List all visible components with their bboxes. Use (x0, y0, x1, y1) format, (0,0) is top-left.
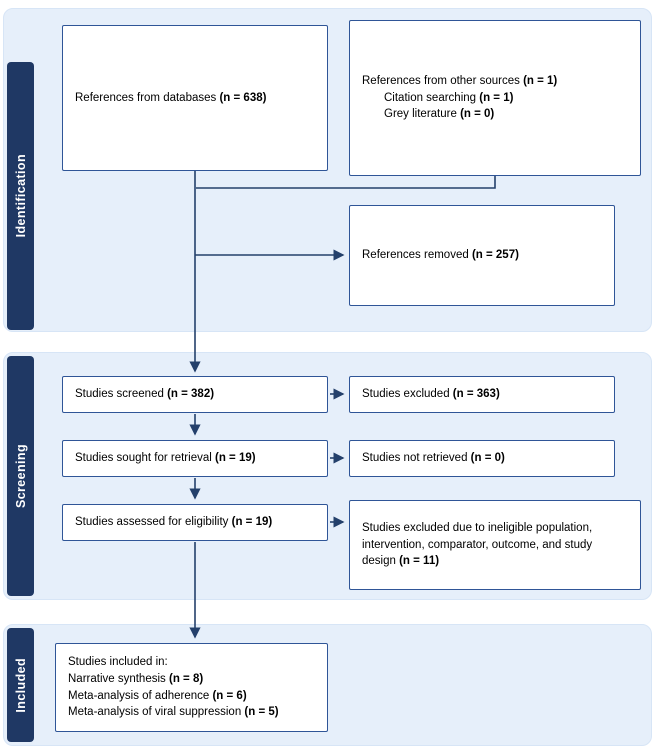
box-text (362, 520, 628, 570)
box-text-part: Studies sought for retrieval (75, 452, 215, 465)
box-text (75, 450, 315, 467)
box-n-part: (n = 1) (523, 74, 558, 87)
box-studies-not-retrieved (349, 440, 615, 477)
box-references-other-sources (349, 20, 641, 176)
box-text (68, 704, 315, 721)
box-text (75, 90, 315, 107)
box-n-part: (n = 638) (219, 91, 267, 104)
box-references-removed (349, 205, 615, 306)
box-studies-included (55, 643, 328, 732)
box-n-part: (n = 19) (231, 516, 273, 529)
box-text-part: Studies screened (75, 388, 168, 401)
box-text-part: Meta-analysis of viral suppression (68, 706, 245, 719)
box-n-part: (n = 382) (167, 388, 215, 401)
box-studies-sought (62, 440, 328, 477)
box-text-part: Studies assessed for eligibility (75, 516, 232, 529)
box-n-part: (n = 8) (168, 672, 204, 685)
box-n-part: (n = 19) (215, 452, 256, 465)
box-studies-excluded (349, 376, 615, 413)
box-text-part: Grey literature (384, 108, 461, 121)
box-text-part: Studies excluded (362, 388, 453, 401)
screening-label: Screening (13, 443, 28, 509)
box-text-part: Studies included in: (68, 656, 168, 669)
box-studies-excluded-reasons (349, 500, 641, 590)
box-text (362, 450, 602, 467)
box-text (68, 671, 315, 688)
box-text-part: References from other sources (362, 74, 524, 87)
box-studies-screened (62, 376, 328, 413)
identification-label-bar (7, 62, 34, 330)
box-text (362, 106, 628, 123)
box-n-part: (n = 6) (212, 689, 247, 702)
box-text (362, 90, 628, 107)
box-n-part: (n = 11) (399, 555, 440, 568)
box-n-part: (n = 257) (471, 249, 519, 262)
box-text (75, 386, 315, 403)
box-n-part: (n = 363) (452, 388, 500, 401)
box-n-part: (n = 5) (244, 706, 279, 719)
box-text-part: Narrative synthesis (68, 672, 169, 685)
box-text-part: Citation searching (384, 91, 480, 104)
box-n-part: (n = 0) (460, 108, 495, 121)
box-text (68, 688, 315, 705)
box-n-part: (n = 0) (470, 452, 505, 465)
identification-label: Identification (13, 154, 28, 238)
box-text (68, 654, 315, 671)
box-references-databases (62, 25, 328, 171)
screening-label-bar (7, 356, 34, 596)
box-text-part: References from databases (75, 91, 220, 104)
box-text (362, 73, 628, 90)
box-text-part: Studies excluded due to ineligible population, intervention, comparator, outcome, and study design (362, 521, 593, 568)
box-text (362, 386, 602, 403)
box-text (362, 247, 602, 264)
box-studies-assessed (62, 504, 328, 541)
included-label: Included (13, 657, 28, 713)
included-label-bar (7, 628, 34, 742)
box-text (75, 514, 315, 531)
box-text-part: Meta-analysis of adherence (68, 689, 213, 702)
box-text-part: References removed (362, 249, 472, 262)
box-text-part: Studies not retrieved (362, 452, 471, 465)
box-n-part: (n = 1) (479, 91, 514, 104)
